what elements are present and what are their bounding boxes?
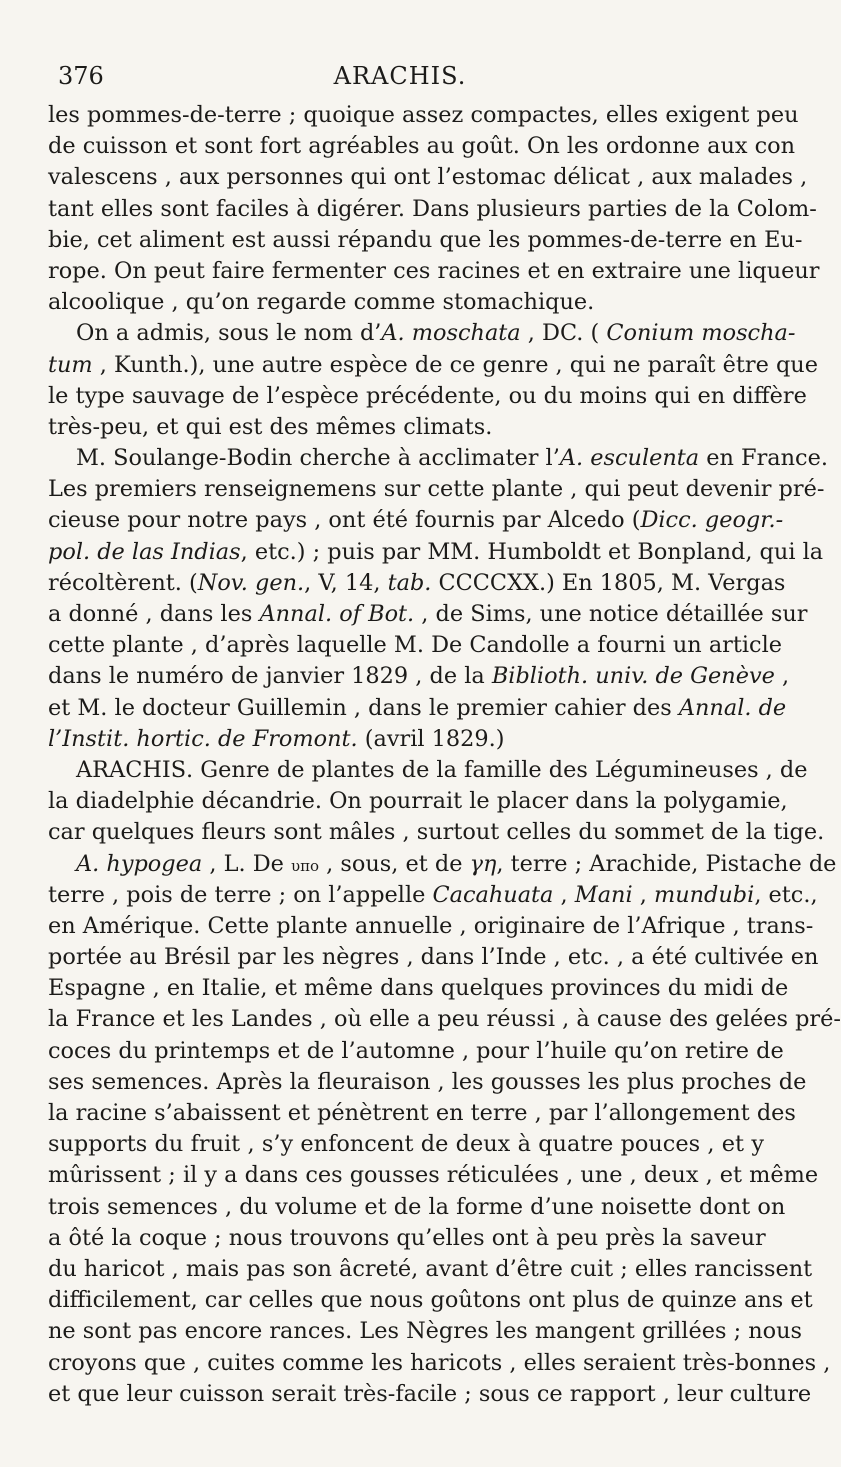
text-line xyxy=(48,1254,813,1285)
text-line xyxy=(48,1316,803,1347)
text-line xyxy=(48,287,764,318)
text-segment: M. Soulange-Bodin cherche à acclimater l’ xyxy=(76,445,560,472)
text-segment: alcoolique , qu’on regarde comme stomachique. xyxy=(48,289,595,316)
text-segment: et que leur cuisson serait très-facile ; sous ce rapport , leur culture xyxy=(48,1380,812,1407)
text-line xyxy=(48,755,808,786)
text-segment: et M. le docteur Guillemin , dans le premier cahier des xyxy=(48,694,679,721)
text-segment: , xyxy=(774,663,790,690)
text-line xyxy=(48,599,808,630)
text-line xyxy=(48,1098,796,1129)
italic-text: tab. xyxy=(387,569,432,596)
text-segment: cieuse pour notre pays , ont été fournis par Alcedo ( xyxy=(48,507,641,534)
text-line xyxy=(48,474,825,505)
text-segment: tant elles sont faciles à digérer. Dans plusieurs parties de la Colom- xyxy=(48,195,817,222)
italic-text: Annal. of Bot. xyxy=(259,601,415,627)
text-segment: terre , pois de terre ; on l’appelle xyxy=(48,881,433,908)
text-line xyxy=(48,880,818,911)
text-segment: bie, cet aliment est aussi répandu que les pommes-de-terre en Eu- xyxy=(48,226,803,253)
text-line xyxy=(48,817,825,848)
text-segment: valescens , aux personnes qui ont l’estomac délicat , aux malades , xyxy=(48,164,808,191)
text-line xyxy=(48,100,799,131)
text-segment: ne sont pas encore rances. Les Nègres les mangent grillées ; nous xyxy=(48,1318,803,1345)
text-line xyxy=(48,381,807,412)
text-line xyxy=(48,318,796,349)
italic-text: Dicc. geogr.- xyxy=(640,507,784,534)
text-segment: Les premiers renseignemens sur cette plante , qui peut devenir pré- xyxy=(48,476,825,503)
italic-text: l’Instit. hortic. de Fromont. xyxy=(48,725,358,752)
text-line xyxy=(48,537,824,568)
text-segment: a ôté la coque ; nous trouvons qu’elles ont à peu près la saveur xyxy=(48,1224,766,1251)
text-segment: , xyxy=(632,881,654,908)
text-segment: du haricot , mais pas son âcreté, avant d’être cuit ; elles rancissent xyxy=(48,1255,813,1282)
text-segment: . Genre de plantes de la famille des Légumineuses , de xyxy=(186,756,808,783)
text-segment: la racine s’abaissent et pénètrent en terre , par l’allongement des xyxy=(48,1100,796,1126)
text-segment: rope. On peut faire fermenter ces racines et en extraire une liqueur xyxy=(48,257,820,284)
text-line xyxy=(48,1192,786,1223)
text-segment: dans le numéro de janvier 1829 , de la xyxy=(48,663,492,690)
text-segment: , DC. ( xyxy=(520,320,607,347)
text-segment: supports du fruit , s’y enfoncent de deux à quatre pouces , et y xyxy=(48,1131,764,1158)
italic-text: A. hypogea xyxy=(76,850,203,877)
text-line xyxy=(48,256,820,287)
text-line xyxy=(48,1004,841,1035)
italic-text: Annal. de xyxy=(678,694,787,721)
text-segment: car quelques fleurs sont mâles , surtout celles du sommet de la tige. xyxy=(48,819,825,846)
text-segment: , V, 14, xyxy=(304,569,388,596)
text-segment: Espagne , en Italie, et même dans quelques provinces du midi de xyxy=(48,975,789,1002)
text-segment: la France et les Landes , où elle a peu réussi , à cause des gelées pré- xyxy=(48,1006,841,1033)
text-segment: , Kunth.), une autre espèce de ce genre , qui ne paraît être que xyxy=(92,351,818,378)
text-line xyxy=(48,568,786,599)
text-segment: , xyxy=(553,881,575,908)
text-line xyxy=(48,1067,807,1098)
text-line xyxy=(48,661,790,692)
text-line xyxy=(48,1129,764,1160)
italic-text: pol. de las Indias xyxy=(48,538,241,565)
text-line xyxy=(48,1285,813,1316)
text-body xyxy=(48,100,841,1410)
text-line xyxy=(48,1160,819,1191)
italic-text: Biblioth. univ. de Genève xyxy=(491,663,775,690)
italic-text: Cacahuata xyxy=(432,881,554,908)
italic-text: γη xyxy=(469,850,497,877)
text-line xyxy=(48,1036,784,1067)
running-head: ARACHIS. xyxy=(333,62,467,90)
text-line xyxy=(48,911,814,942)
page-number: 376 xyxy=(58,62,104,90)
text-segment: trois semences , du volume et de la forme d’une noisette dont on xyxy=(48,1193,786,1220)
text-segment: coces du printemps et de l’automne , pour l’huile qu’on retire de xyxy=(48,1037,784,1064)
text-segment: les pommes-de-terre ; quoique assez compactes, elles exigent peu xyxy=(48,102,799,128)
text-line xyxy=(48,849,837,880)
text-segment: difficilement, car celles que nous goûtons ont plus de quinze ans et xyxy=(48,1287,813,1314)
headword: ARACHIS xyxy=(76,756,187,783)
text-segment: le type sauvage de l’espèce précédente, ou du moins qui en diffère xyxy=(48,382,807,409)
text-segment: en Amérique. Cette plante annuelle , originaire de l’Afrique , trans- xyxy=(48,912,814,939)
text-segment: , etc.) ; puis par MM. Humboldt et Bonpland, qui la xyxy=(240,538,824,565)
italic-text: mundubi xyxy=(653,881,755,908)
text-line xyxy=(48,630,782,661)
text-line xyxy=(48,693,787,724)
text-segment: portée au Brésil par les nègres , dans l’Inde , etc. , a été cultivée en xyxy=(48,944,819,971)
text-line xyxy=(48,1223,764,1254)
text-segment: la diadelphie décandrie. On pourrait le placer dans la polygamie, xyxy=(48,788,788,815)
text-segment: très-peu, et qui est des mêmes climats. xyxy=(48,413,493,440)
text-segment: CCCCXX.) En 1805, M. Vergas xyxy=(431,569,786,596)
text-line xyxy=(48,131,796,162)
text-segment: , terre ; Arachide, Pistache de xyxy=(496,850,837,877)
text-line xyxy=(48,1379,812,1410)
text-segment: mûrissent ; il y a dans ces gousses réticulées , une , deux , et même xyxy=(48,1162,819,1189)
italic-text: A. esculenta xyxy=(559,445,700,472)
italic-text: A. moschata xyxy=(381,320,521,347)
text-line xyxy=(48,225,803,256)
text-segment: ses semences. Après la fleuraison , les gousses les plus proches de xyxy=(48,1068,807,1095)
text-line xyxy=(48,505,784,536)
text-line xyxy=(48,412,764,443)
text-line xyxy=(48,443,828,474)
italic-text: tum xyxy=(48,351,93,378)
text-segment: , de Sims, une notice détaillée sur xyxy=(414,601,808,627)
text-line xyxy=(48,162,808,193)
text-segment: croyons que , cuites comme les haricots , elles seraient très-bonnes , xyxy=(48,1349,831,1376)
page-header xyxy=(0,62,800,102)
text-line xyxy=(48,1348,831,1379)
text-line xyxy=(48,194,817,225)
text-segment: cette plante , d’après laquelle M. De Candolle a fourni un article xyxy=(48,632,782,659)
text-segment: υπο xyxy=(291,856,320,875)
text-segment: (avril 1829.) xyxy=(357,725,505,752)
text-line xyxy=(48,724,764,755)
text-segment: récoltèrent. ( xyxy=(48,569,198,596)
text-segment: On a admis, sous le nom d’ xyxy=(76,320,382,347)
italic-text: Nov. gen. xyxy=(197,569,305,596)
text-segment: , L. De xyxy=(202,850,292,877)
italic-text: Conium moscha- xyxy=(606,320,796,347)
text-line xyxy=(48,786,788,817)
text-segment: , sous, et de xyxy=(319,850,470,877)
text-segment: , etc., xyxy=(754,881,818,908)
text-segment: a donné , dans les xyxy=(48,601,260,627)
text-segment: de cuisson et sont fort agréables au goût. On les ordonne aux con xyxy=(48,133,796,160)
text-line xyxy=(48,942,819,973)
text-line xyxy=(48,973,789,1004)
text-segment: en France. xyxy=(699,445,828,472)
italic-text: Mani xyxy=(574,881,633,908)
text-line xyxy=(48,350,818,381)
